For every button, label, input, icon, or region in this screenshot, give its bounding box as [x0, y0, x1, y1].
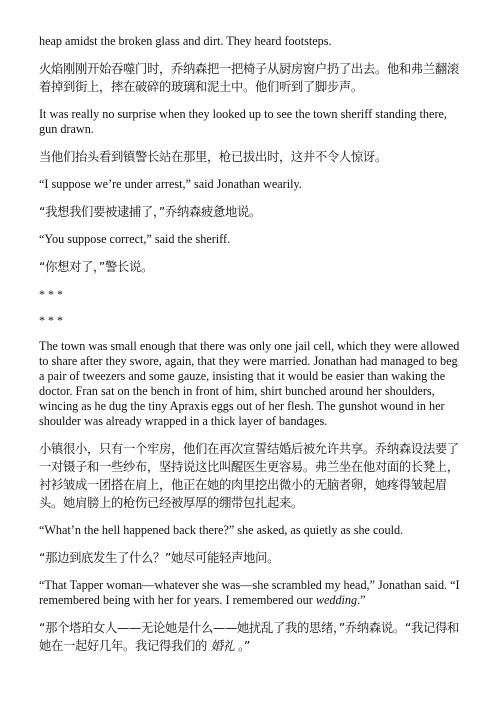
section-break-2: * * *	[39, 313, 63, 327]
paragraph-en-7-italic: wedding	[315, 593, 358, 607]
paragraph-zh-1: 火焰刚刚开始吞噬门时，乔纳森把一把椅子从厨房窗户扔了出去。他和弗兰翻滚着掉到街上，摔在破碎的玻璃和泥土中。他们听到了脚步声。	[39, 62, 459, 94]
paragraph-zh-6: “那边到底发生了什么？”她尽可能轻声地问。	[39, 551, 280, 565]
paragraph-en-3: “I suppose we’re under arrest,” said Jonathan wearily.	[39, 177, 302, 191]
paragraph-en-7-after: .”	[357, 593, 366, 607]
paragraph-zh-5: 小镇很小，只有一个牢房，他们在再次宣誓结婚后被允许共享。乔纳森设法要了一对镊子和一些纱布，坚持说这比叫醒医生更容易。弗兰坐在他对面的长凳上，衬衫皱成一团搭在肩上，他正在她的肉里挖出微小的无脑者卵，她疼得皱起眉头。她肩膀上的枪伤已经被厚厚的绷带包扎起来。	[39, 442, 459, 510]
paragraph-en-5: The town was small enough that there was only one jail cell, which they were allowed to share after they swore, again, that they were married. Jonathan had managed to beg a pair of tweezers and some gauze, insisting that it would be easier than waking the doctor. Fran sat on the bench in front of him, shirt bunched around her shoulders, wincing as he dug the tiny Apraxis eggs out of her flesh. The gunshot wound in her shoulder was already wrapped in a thick layer of bandages.	[39, 339, 460, 428]
paragraph-en-1: heap amidst the broken glass and dirt. They heard footsteps.	[39, 34, 332, 48]
paragraph-zh-7-italic: 婚礼	[210, 639, 235, 653]
paragraph-en-4: “You suppose correct,” said the sheriff.	[39, 232, 231, 246]
paragraph-zh-4: “你想对了，”警长说。	[39, 260, 153, 274]
paragraph-en-7	[39, 578, 464, 608]
paragraph-en-7-before: “That Tapper woman—whatever she was—she scrambled my head,” Jonathan said. “I remembered being with her for years. I remembered our	[39, 578, 460, 607]
paragraph-zh-7-after: 。”	[234, 639, 251, 653]
document-page	[39, 34, 464, 666]
paragraph-zh-7	[39, 619, 464, 655]
paragraph-en-2: It was really no surprise when they looked up to see the town sheriff standing there, gun drawn.	[39, 107, 447, 136]
paragraph-en-6: “What’n the hell happened back there?” she asked, as quietly as she could.	[39, 523, 404, 537]
paragraph-zh-7-before: “那个塔珀女人——无论她是什么——她扰乱了我的思绪，”乔纳森说。“我记得和她在一起好几年。我记得我们的	[39, 621, 459, 653]
section-break-1: * * *	[39, 287, 63, 301]
paragraph-zh-2: 当他们抬头看到镇警长站在那里，枪已拔出时，这并不令人惊讶。	[39, 150, 387, 164]
paragraph-zh-3: “我想我们要被逮捕了，”乔纳森疲惫地说。	[39, 205, 261, 219]
